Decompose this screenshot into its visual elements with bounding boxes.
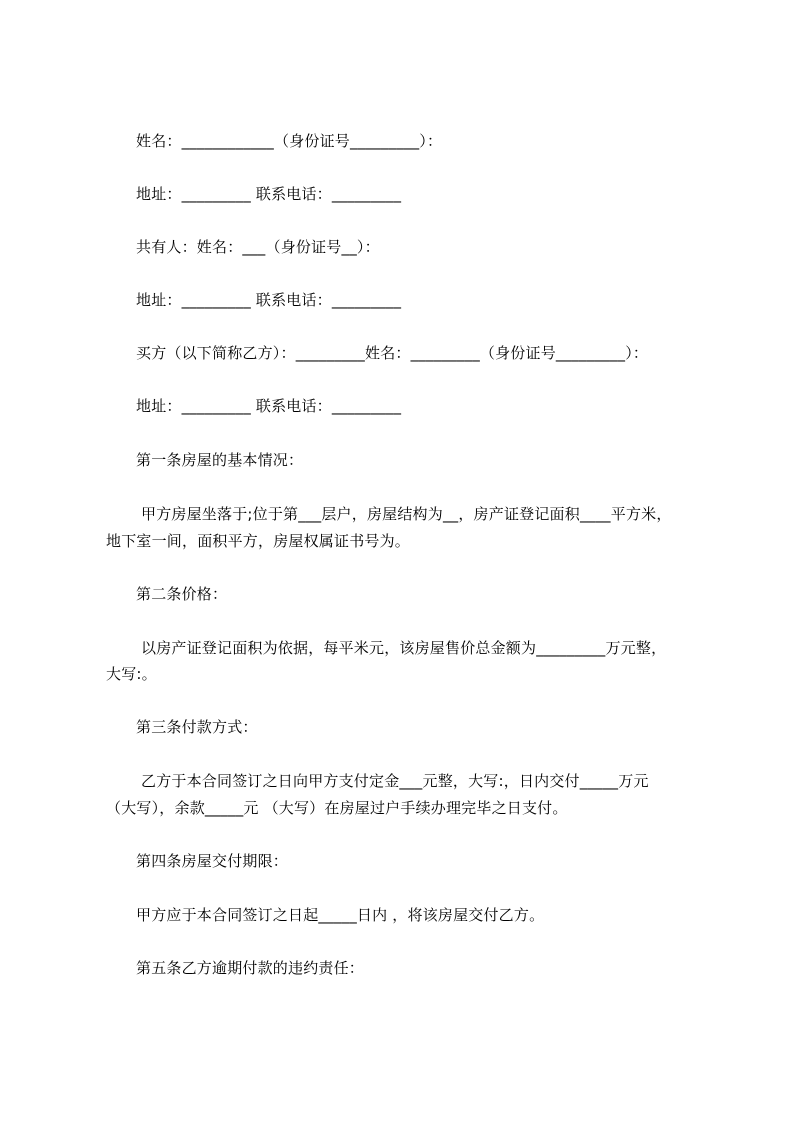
article-2-heading: 第二条价格： xyxy=(136,585,228,603)
article-1-text-line-1: 甲方房屋坐落于;位于第___层户，房屋结构为__，房产证登记面积____平方米， xyxy=(141,505,672,523)
buyer-address-line: 地址：_________ 联系电话：_________ xyxy=(136,397,402,415)
co-owner-address-line: 地址：_________ 联系电话：_________ xyxy=(136,291,402,309)
article-4-text: 甲方应于本合同签订之日起_____日内 ，将该房屋交付乙方。 xyxy=(136,906,545,924)
article-2-text-line-1: 以房产证登记面积为依据，每平米元，该房屋售价总金额为_________万元整， xyxy=(141,639,667,657)
seller-address-line: 地址：_________ 联系电话：_________ xyxy=(136,185,402,203)
article-4-heading: 第四条房屋交付期限： xyxy=(136,852,289,870)
article-3-text-line-1: 乙方于本合同签订之日向甲方支付定金___元整，大写:，日内交付_____万元 xyxy=(141,772,649,790)
article-1-heading: 第一条房屋的基本情况： xyxy=(136,451,304,469)
co-owner-line: 共有人：姓名：___（身份证号__）： xyxy=(136,238,380,256)
article-5-heading: 第五条乙方逾期付款的违约责任： xyxy=(136,959,365,977)
buyer-line: 买方（以下简称乙方）：_________姓名：_________（身份证号_________）： xyxy=(136,344,649,362)
article-1-text-line-2: 地下室一间，面积平方，房屋权属证书号为。 xyxy=(106,532,411,550)
article-2-text-line-2: 大写:。 xyxy=(106,665,157,683)
article-3-heading: 第三条付款方式： xyxy=(136,718,258,736)
article-3-text-line-2: （大写），余款_____元 （大写）在房屋过户手续办理完毕之日支付。 xyxy=(106,799,568,817)
seller-name-line: 姓名：____________（身份证号_________）： xyxy=(136,132,443,150)
